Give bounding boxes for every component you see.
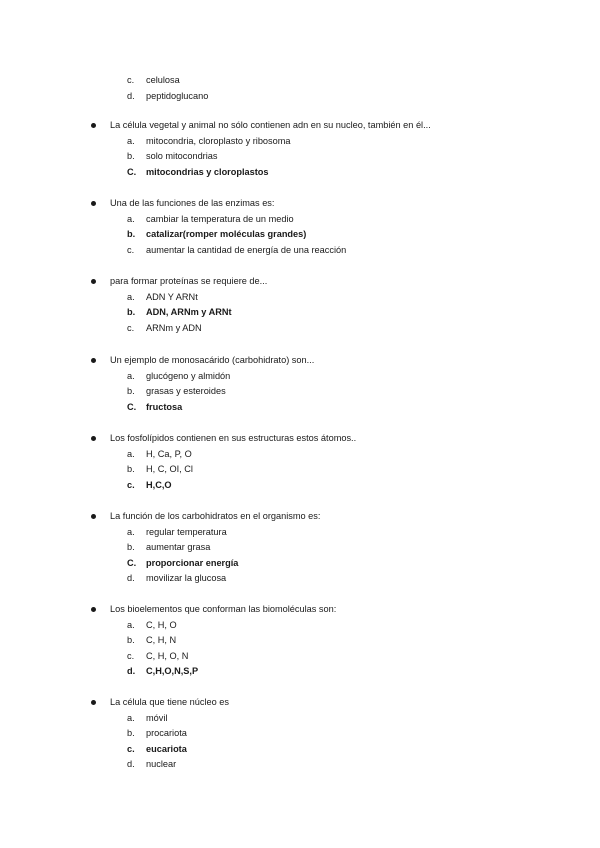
bullet-icon [91,436,96,441]
option-letter: d. [127,573,135,584]
option-letter: c. [127,650,135,661]
option-letter: a. [127,712,135,723]
option-letter: c. [127,244,135,255]
option-text: H, C, OI, Cl [146,464,193,475]
option-row [0,757,600,773]
correct-answer-text: mitocondrias y cloroplastos [146,166,269,177]
option-row [0,369,600,385]
option-row [0,149,600,165]
option-row [0,227,600,243]
option-text: ADN Y ARNt [146,291,198,302]
question-text: Los bioelementos que conforman las biomoléculas son: [110,604,337,614]
option-letter: a. [127,448,135,459]
question-text: La célula que tiene núcleo es [110,697,230,707]
option-letter: a. [127,526,135,537]
option-row [0,649,600,665]
option-text: C, H, N [146,635,177,646]
option-text: peptidoglucano [146,90,209,101]
question-row [0,695,600,711]
bullet-icon [91,514,96,519]
option-text: solo mitocondrias [146,151,218,162]
option-letter: b. [127,229,136,240]
option-letter: c. [127,479,135,490]
question-text: Los fosfolípidos contienen en sus estructuras estos átomos.. [110,433,357,443]
question-text: La función de los carbohidratos en el organismo es: [110,511,321,521]
question-item [0,431,600,493]
option-letter: c. [127,322,135,333]
question-item [0,118,600,180]
option-row [0,571,600,587]
option-row [0,243,600,259]
option-text: móvil [146,712,168,723]
option-row [0,462,600,478]
question-row [0,431,600,447]
option-letter: a. [127,135,135,146]
option-letter: b. [127,728,135,739]
question-row [0,118,600,134]
option-row [0,742,600,758]
question-item [0,602,600,680]
option-letter: a. [127,619,135,630]
option-text: aumentar grasa [146,542,211,553]
option-row [0,89,600,105]
option-letter: a. [127,291,135,302]
option-text: cambiar la temperatura de un medio [146,213,294,224]
option-letter: a. [127,370,135,381]
option-row [0,305,600,321]
bullet-icon [91,201,96,206]
bullet-icon [91,279,96,284]
option-text: grasas y esteroides [146,386,226,397]
option-text: regular temperatura [146,526,227,537]
option-text: procariota [146,728,187,739]
question-row [0,196,600,212]
option-row [0,556,600,572]
bullet-icon [91,700,96,705]
option-letter: b. [127,151,135,162]
option-row [0,618,600,634]
option-row [0,400,600,416]
option-row [0,212,600,228]
option-letter: C. [127,401,137,412]
bullet-icon [91,123,96,128]
question-row [0,602,600,618]
correct-answer-text: ADN, ARNm y ARNt [146,307,232,318]
option-letter: c. [127,75,135,85]
option-row [0,633,600,649]
option-letter: d. [127,666,136,677]
question-text: Un ejemplo de monosacárido (carbohidrato) son... [110,355,315,365]
option-text: C, H, O [146,619,177,630]
option-row [0,726,600,742]
question-item [0,509,600,587]
correct-answer-text: C,H,O,N,S,P [146,666,199,677]
question-row [0,509,600,525]
option-text: nuclear [146,759,177,770]
option-text: H, Ca, P, O [146,448,192,459]
question-text: La célula vegetal y animal no sólo contienen adn en su nucleo, también en él... [110,120,431,130]
option-row [0,525,600,541]
question-row [0,274,600,290]
question-text: Una de las funciones de las enzimas es: [110,198,275,208]
option-letter: d. [127,90,135,101]
question-item [0,695,600,773]
option-letter: b. [127,635,135,646]
continued-options [0,73,600,104]
option-row [0,711,600,727]
option-text: celulosa [146,75,180,85]
option-row [0,290,600,306]
option-row [0,664,600,680]
option-letter: b. [127,386,135,397]
bullet-icon [91,607,96,612]
correct-answer-text: proporcionar energía [146,557,239,568]
correct-answer-text: H,C,O [146,479,172,490]
option-text: ARNm y ADN [146,322,202,333]
correct-answer-text: catalizar(romper moléculas grandes) [146,229,307,240]
option-row [0,384,600,400]
option-letter: C. [127,557,137,568]
option-row [0,447,600,463]
option-letter: c. [127,743,135,754]
option-text: glucógeno y almidón [146,370,231,381]
question-row [0,353,600,369]
correct-answer-text: eucariota [146,743,187,754]
option-text: mitocondria, cloroplasto y ribosoma [146,135,291,146]
option-letter: b. [127,307,136,318]
question-item [0,353,600,415]
option-letter: d. [127,759,135,770]
bullet-icon [91,358,96,363]
option-letter: b. [127,464,135,475]
option-row [0,73,600,89]
question-item [0,196,600,258]
option-row [0,478,600,494]
option-text: aumentar la cantidad de energía de una reacción [146,244,347,255]
question-text: para formar proteínas se requiere de... [110,276,268,286]
option-row [0,134,600,150]
question-item [0,274,600,336]
option-row [0,165,600,181]
option-text: C, H, O, N [146,650,189,661]
option-letter: b. [127,542,135,553]
option-letter: a. [127,213,135,224]
option-letter: C. [127,166,137,177]
option-text: movilizar la glucosa [146,573,227,584]
correct-answer-text: fructosa [146,401,183,412]
option-row [0,321,600,337]
option-row [0,540,600,556]
